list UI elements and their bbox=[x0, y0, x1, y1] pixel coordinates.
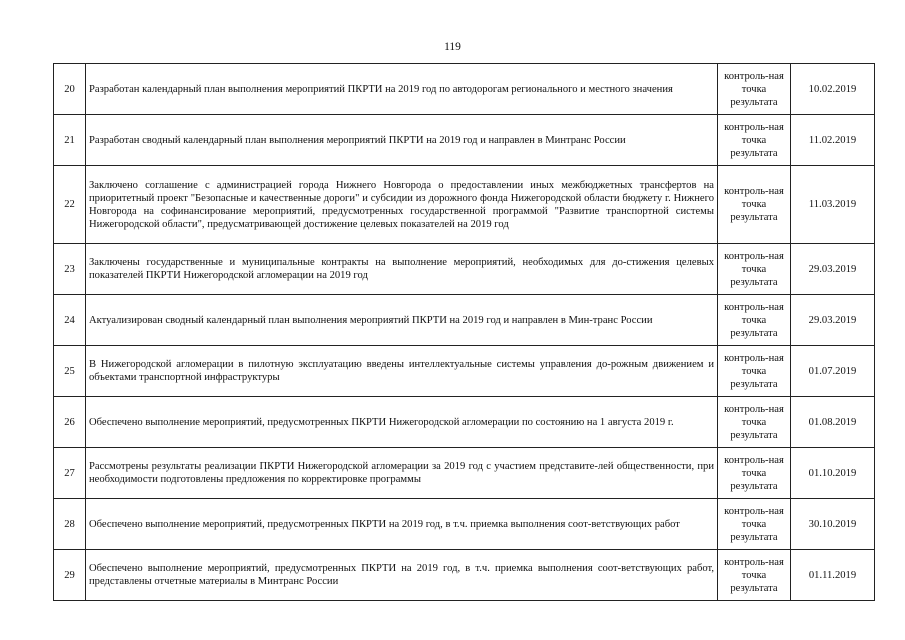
row-number: 29 bbox=[54, 550, 86, 601]
table-row bbox=[54, 346, 875, 397]
row-date: 29.03.2019 bbox=[791, 295, 875, 346]
row-type: контроль-ная точка результата bbox=[718, 115, 791, 166]
row-date: 01.10.2019 bbox=[791, 448, 875, 499]
row-type: контроль-ная точка результата bbox=[718, 64, 791, 115]
row-description: Обеспечено выполнение мероприятий, предусмотренных ПКРТИ на 2019 год, в т.ч. приемка выполнения соот-ветствующих работ bbox=[86, 499, 718, 550]
row-description: Обеспечено выполнение мероприятий, предусмотренных ПКРТИ на 2019 год, в т.ч. приемка выполнения соот-ветствующих работ, представлены отчетные материалы в Минтранс России bbox=[86, 550, 718, 601]
table-row bbox=[54, 244, 875, 295]
row-number: 23 bbox=[54, 244, 86, 295]
row-date: 01.07.2019 bbox=[791, 346, 875, 397]
row-date: 11.03.2019 bbox=[791, 166, 875, 244]
milestone-table bbox=[53, 63, 875, 601]
table-row bbox=[54, 166, 875, 244]
row-number: 26 bbox=[54, 397, 86, 448]
row-number: 27 bbox=[54, 448, 86, 499]
row-type: контроль-ная точка результата bbox=[718, 397, 791, 448]
table-row bbox=[54, 397, 875, 448]
row-date: 10.02.2019 bbox=[791, 64, 875, 115]
table-row bbox=[54, 499, 875, 550]
row-type: контроль-ная точка результата bbox=[718, 346, 791, 397]
row-date: 11.02.2019 bbox=[791, 115, 875, 166]
row-type: контроль-ная точка результата bbox=[718, 550, 791, 601]
row-type: контроль-ная точка результата bbox=[718, 295, 791, 346]
row-number: 20 bbox=[54, 64, 86, 115]
row-description: Актуализирован сводный календарный план выполнения мероприятий ПКРТИ на 2019 год и направлен в Мин-транс России bbox=[86, 295, 718, 346]
page-number: 119 bbox=[444, 41, 461, 53]
row-description: Заключены государственные и муниципальные контракты на выполнение мероприятий, необходимых для до-стижения целевых показателей ПКРТИ Нижегородской агломерации на 2019 год bbox=[86, 244, 718, 295]
table-row bbox=[54, 448, 875, 499]
row-number: 24 bbox=[54, 295, 86, 346]
row-date: 01.11.2019 bbox=[791, 550, 875, 601]
row-description: Заключено соглашение с администрацией города Нижнего Новгорода о предоставлении иных межбюджетных трансфертов на приоритетный проект "Безопасные и качественные дороги" и субсидии из дорожного фонда Нижегородской области бюджету г. Нижнего Новгорода на софинансирование мероприятий, предусмотренных государственной программой "Развитие транспортной системы Нижегородской области", предусматривающей достижение целевых показателей на 2019 год bbox=[86, 166, 718, 244]
row-description: Разработан календарный план выполнения мероприятий ПКРТИ на 2019 год по автодорогам регионального и местного значения bbox=[86, 64, 718, 115]
row-number: 28 bbox=[54, 499, 86, 550]
row-number: 21 bbox=[54, 115, 86, 166]
row-type: контроль-ная точка результата bbox=[718, 499, 791, 550]
table-row bbox=[54, 115, 875, 166]
row-description: В Нижегородской агломерации в пилотную эксплуатацию введены интеллектуальные системы управления до-рожным движением и объектами транспортной инфраструктуры bbox=[86, 346, 718, 397]
row-description: Обеспечено выполнение мероприятий, предусмотренных ПКРТИ Нижегородской агломерации по состоянию на 1 августа 2019 г. bbox=[86, 397, 718, 448]
row-description: Рассмотрены результаты реализации ПКРТИ Нижегородской агломерации за 2019 год с участием представите-лей общественности, при необходимости подготовлены предложения по корректировке программы bbox=[86, 448, 718, 499]
row-type: контроль-ная точка результата bbox=[718, 244, 791, 295]
row-number: 22 bbox=[54, 166, 86, 244]
row-number: 25 bbox=[54, 346, 86, 397]
row-date: 29.03.2019 bbox=[791, 244, 875, 295]
table-row bbox=[54, 295, 875, 346]
row-date: 01.08.2019 bbox=[791, 397, 875, 448]
row-date: 30.10.2019 bbox=[791, 499, 875, 550]
row-type: контроль-ная точка результата bbox=[718, 166, 791, 244]
row-description: Разработан сводный календарный план выполнения мероприятий ПКРТИ на 2019 год и направлен в Минтранс России bbox=[86, 115, 718, 166]
row-type: контроль-ная точка результата bbox=[718, 448, 791, 499]
table-row bbox=[54, 550, 875, 601]
table-row bbox=[54, 64, 875, 115]
